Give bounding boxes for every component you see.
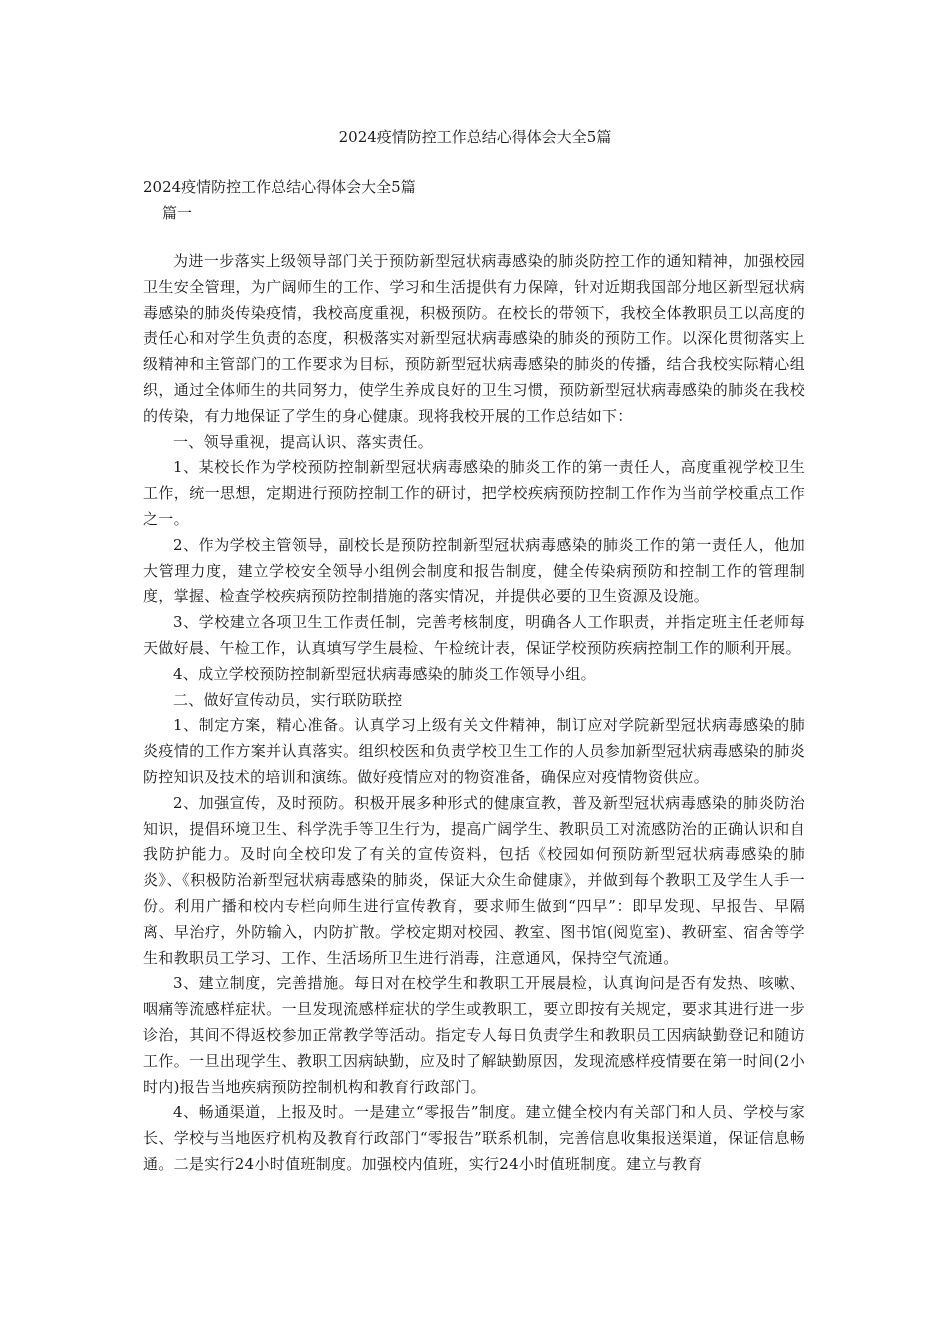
paragraph-publicity-1: 1、制定方案，精心准备。认真学习上级有关文件精神，制订应对学院新型冠状病毒感染的肺炎疫情的工作方案并认真落实。组织校医和负责学校卫生工作的人员参加新型冠状病毒感染的肺炎防控知识及技术的培训和演练。做好疫情应对的物资准备，确保应对疫情物资供应。 — [143, 716, 805, 786]
document-title: 2024疫情防控工作总结心得体会大全5篇 — [338, 128, 612, 146]
paragraph-item-1: 1、某校长作为学校预防控制新型冠状病毒感染的肺炎工作的第一责任人，高度重视学校卫生工作，统一思想，定期进行预防控制工作的研讨，把学校疾病预防控制工作作为当前学校重点工作之一。 — [143, 458, 805, 528]
heading-leadership: 一、领导重视，提高认识、落实责任。 — [173, 432, 434, 451]
paragraph-item-4: 4、成立学校预防控制新型冠状病毒感染的肺炎工作领导小组。 — [173, 664, 596, 683]
paragraph-item-2: 2、作为学校主管领导，副校长是预防控制新型冠状病毒感染的肺炎工作的第一责任人，他加大管理力度，建立学校安全领导小组例会制度和报告制度，健全传染病预防和控制工作的管理制度，掌握、检查学校疾病预防控制措施的落实情况，并提供必要的卫生资源及设施。 — [143, 535, 805, 606]
document-body — [143, 249, 805, 1178]
paragraph-publicity-4: 4、畅通渠道，上报及时。一是建立“零报告”制度。建立健全校内有关部门和人员、学校与家长、学校与当地医疗机构及教育行政部门“零报告”联系机制，完善信息收集报送渠道，保证信息畅通。二是实行24小时值班制度。加强校内值班，实行24小时值班制度。建立与教育 — [143, 1103, 805, 1173]
paragraph-publicity-3: 3、建立制度，完善措施。每日对在校学生和教职工开展晨检，认真询问是否有发热、咳嗽、咽痛等流感样症状。一旦发现流感样症状的学生或教职工，要立即按有关规定，要求其进行进一步诊治，其间不得返校参加正常教学等活动。指定专人每日负责学生和教职员工因病缺勤登记和随访工作。一旦出现学生、教职工因病缺勤，应及时了解缺勤原因，发现流感样疫情要在第一时间(2小时内)报告当地疾病预防控制机构和教育行政部门。 — [143, 974, 805, 1096]
document-subtitle: 2024疫情防控工作总结心得体会大全5篇 — [143, 178, 416, 196]
paragraph-intro: 为进一步落实上级领导部门关于预防新型冠状病毒感染的肺炎防控工作的通知精神，加强校园卫生安全管理，为广阔师生的工作、学习和生活提供有力保障，针对近期我国部分地区新型冠状病毒感染的肺炎传染疫情，我校高度重视，积极预防。在校长的带领下，我校全体教职员工以高度的责任心和对学生负责的态度，积极落实对新型冠状病毒感染的肺炎的预防工作。以深化贯彻落实上级精神和主管部门的工作要求为目标，预防新型冠状病毒感染的肺炎的传播，结合我校实际精心组织，通过全体师生的共同努力，使学生养成良好的卫生习惯，预防新型冠状病毒感染的肺炎在我校的传染，有力地保证了学生的身心健康。现将我校开展的工作总结如下： — [143, 252, 805, 425]
heading-publicity: 二、做好宣传动员，实行联防联控 — [173, 690, 403, 709]
section-label: 篇一 — [162, 204, 193, 222]
paragraph-item-3: 3、学校建立各项卫生工作责任制，完善考核制度，明确各人工作职责，并指定班主任老师每天做好晨、午检工作，认真填写学生晨检、午检统计表，保证学校预防疾病控制工作的顺利开展。 — [143, 613, 805, 657]
paragraph-publicity-2: 2、加强宣传，及时预防。积极开展多种形式的健康宣教，普及新型冠状病毒感染的肺炎防治知识，提倡环境卫生、科学洗手等卫生行为，提高广阔学生、教职员工对流感防治的正确认识和自我防护能力。及时向全校印发了有关的宣传资料，包括《校园如何预防新型冠状病毒感染的肺炎》、《积极防治新型冠状病毒感染的肺炎，保证大众生命健康》，并做到每个教职工及学生人手一份。利用广播和校内专栏向师生进行宣传教育，要求师生做到“四早”：即早发现、早报告、早隔离、早治疗，外防输入，内防扩散。学校定期对校园、教室、图书馆(阅览室)、教研室、宿舍等学生和教职员工学习、工作、生活场所卫生进行消毒，注意通风，保持空气流通。 — [143, 793, 805, 967]
